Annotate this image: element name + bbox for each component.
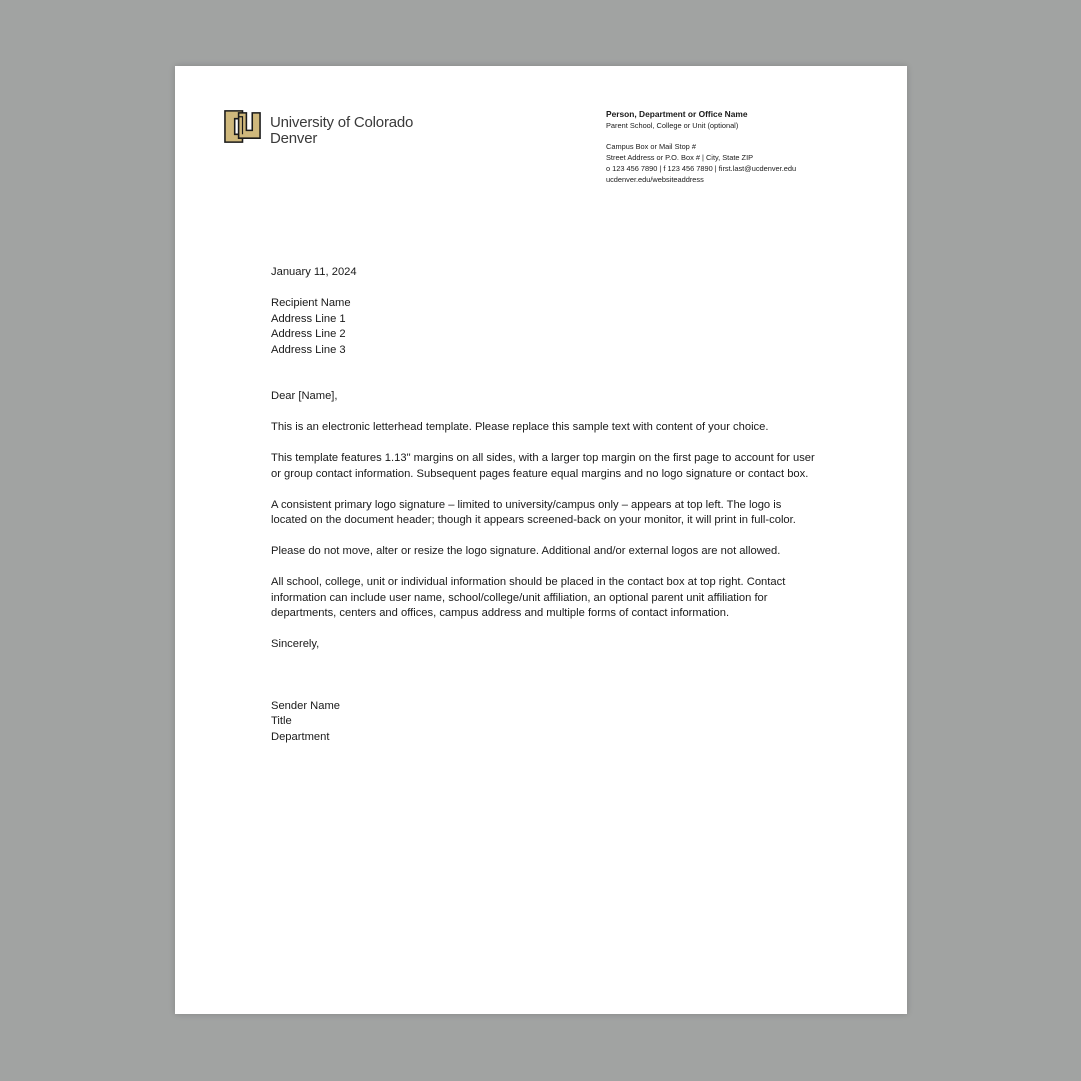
contact-phones: o 123 456 7890 | f 123 456 7890 | first.last@ucdenver.edu bbox=[606, 164, 797, 173]
contact-box bbox=[606, 109, 896, 185]
contact-website: ucdenver.edu/websiteaddress bbox=[606, 175, 704, 184]
recipient-address-line: Address Line 1 bbox=[271, 312, 346, 325]
university-logo bbox=[223, 107, 423, 147]
contact-name: Person, Department or Office Name bbox=[606, 109, 748, 119]
letter-body bbox=[271, 265, 816, 745]
sender-title: Title bbox=[271, 715, 292, 727]
salutation: Dear [Name], bbox=[271, 390, 338, 402]
body-paragraph: All school, college, unit or individual information should be placed in the contact box at top right. Contact information can include user name, school/college/unit affiliation, an optional parent unit affiliation for departments, centers and offices, campus address and multiple forms of contact information. bbox=[271, 576, 786, 619]
body-paragraph: Please do not move, alter or resize the logo signature. Additional and/or external logos are not allowed. bbox=[271, 545, 781, 557]
contact-campus-box: Campus Box or Mail Stop # bbox=[606, 142, 696, 151]
contact-street: Street Address or P.O. Box # | City, State ZIP bbox=[606, 153, 754, 162]
recipient-address-line: Address Line 2 bbox=[271, 328, 346, 340]
letter-page bbox=[175, 66, 907, 1014]
contact-parent: Parent School, College or Unit (optional) bbox=[606, 121, 739, 130]
recipient-name: Recipient Name bbox=[271, 297, 351, 309]
sender-name: Sender Name bbox=[271, 699, 341, 712]
letter-date: January 11, 2024 bbox=[271, 266, 357, 278]
sender-block bbox=[271, 699, 816, 746]
logo-university-name: University of Colorado bbox=[270, 114, 414, 131]
recipient-address-line: Address Line 3 bbox=[271, 343, 346, 356]
sender-department: Department bbox=[271, 730, 330, 743]
body-paragraph: A consistent primary logo signature – limited to university/campus only – appears at top left. The logo is located on the document header; though it appears screened-back on your monitor, it will print in full-color. bbox=[271, 498, 796, 526]
cu-interlock-logo-icon bbox=[223, 107, 262, 146]
body-paragraph: This is an electronic letterhead template. Please replace this sample text with content of your choice. bbox=[271, 421, 769, 433]
closing: Sincerely, bbox=[271, 638, 320, 650]
recipient-block bbox=[271, 296, 816, 358]
logo-campus-name: Denver bbox=[270, 130, 318, 147]
body-paragraph: This template features 1.13" margins on all sides, with a larger top margin on the first page to account for user or group contact information. Subsequent pages feature equal margins and no logo signature or contact box. bbox=[271, 452, 815, 480]
